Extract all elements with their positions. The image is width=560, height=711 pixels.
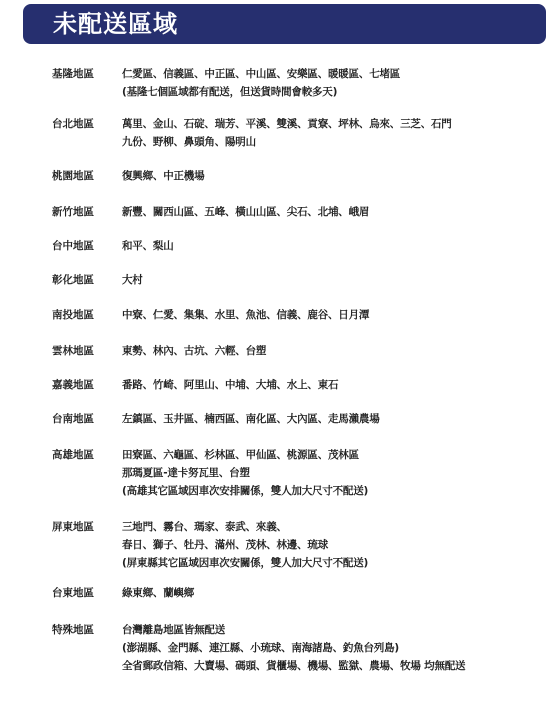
- area-line: (屏東縣其它區域因車次安關係，雙人加大尺寸不配送): [122, 557, 369, 569]
- region-name: 屏東地區: [52, 521, 94, 533]
- region-name: 彰化地區: [52, 274, 94, 286]
- region-name: 高雄地區: [52, 449, 94, 461]
- area-line: 番路、竹崎、阿里山、中埔、大埔、水上、東石: [122, 379, 339, 391]
- area-list: [122, 306, 542, 324]
- area-list: [122, 65, 542, 101]
- area-line: 大村: [122, 274, 143, 286]
- area-line: 復興鄉、中正機場: [122, 170, 205, 182]
- area-list: [122, 410, 542, 428]
- area-line: 東勢、林內、古坑、六輕、台塑: [122, 345, 267, 357]
- area-line: 那瑪夏區-達卡努瓦里、台塑: [122, 467, 250, 479]
- area-line: 台灣離島地區皆無配送: [122, 624, 225, 636]
- area-list: [122, 271, 542, 289]
- area-list: [122, 167, 542, 185]
- area-line: 左鎮區、玉井區、楠西區、南化區、大內區、走馬瀨農場: [122, 413, 380, 425]
- area-list: [122, 518, 542, 572]
- area-line: 中寮、仁愛、集集、水里、魚池、信義、鹿谷、日月潭: [122, 309, 370, 321]
- area-list: [122, 376, 542, 394]
- area-list: [122, 237, 542, 255]
- area-list: [122, 115, 542, 151]
- area-list: [122, 342, 542, 360]
- area-list: [122, 621, 542, 675]
- area-line: 和平、梨山: [122, 240, 174, 252]
- area-line: (高雄其它區域因車次安排關係，雙人加大尺寸不配送): [122, 485, 369, 497]
- region-name: 台東地區: [52, 587, 94, 599]
- area-line: 仁愛區、信義區、中正區、中山區、安樂區、暖暖區、七堵區: [122, 68, 401, 80]
- area-line: 春日、獅子、牡丹、滿州、茂林、林邊、琉球: [122, 539, 328, 551]
- area-line: 全省郵政信箱、大賣場、碼頭、貨櫃場、機場、監獄、農場、牧場 均無配送: [122, 660, 466, 672]
- region-name: 桃園地區: [52, 170, 94, 182]
- area-line: 田寮區、六龜區、杉林區、甲仙區、桃源區、茂林區: [122, 449, 359, 461]
- area-line: 三地門、霧台、瑪家、泰武、來義、: [122, 521, 287, 533]
- region-name: 台中地區: [52, 240, 94, 252]
- region-name: 台南地區: [52, 413, 94, 425]
- area-line: 新豐、關西山區、五峰、橫山山區、尖石、北埔、峨眉: [122, 206, 370, 218]
- region-name: 雲林地區: [52, 345, 94, 357]
- area-list: [122, 584, 542, 602]
- region-name: 南投地區: [52, 309, 94, 321]
- region-name: 嘉義地區: [52, 379, 94, 391]
- area-list: [122, 203, 542, 221]
- area-line: (澎湖縣、金門縣、連江縣、小琉球、南海諸島、釣魚台列島): [122, 642, 399, 654]
- page-title: 未配送區域: [53, 10, 178, 38]
- area-list: [122, 446, 542, 500]
- region-name: 新竹地區: [52, 206, 94, 218]
- area-line: 萬里、金山、石碇、瑞芳、平溪、雙溪、貢寮、坪林、烏來、三芝、石門: [122, 118, 452, 130]
- region-name: 基隆地區: [52, 68, 94, 80]
- area-line: 綠東鄉、蘭嶼鄉: [122, 587, 195, 599]
- area-line: 九份、野柳、鼻頭角、陽明山: [122, 136, 256, 148]
- region-name: 特殊地區: [52, 624, 94, 636]
- region-name: 台北地區: [52, 118, 94, 130]
- area-line: (基隆七個區域都有配送，但送貨時間會較多天): [122, 86, 338, 98]
